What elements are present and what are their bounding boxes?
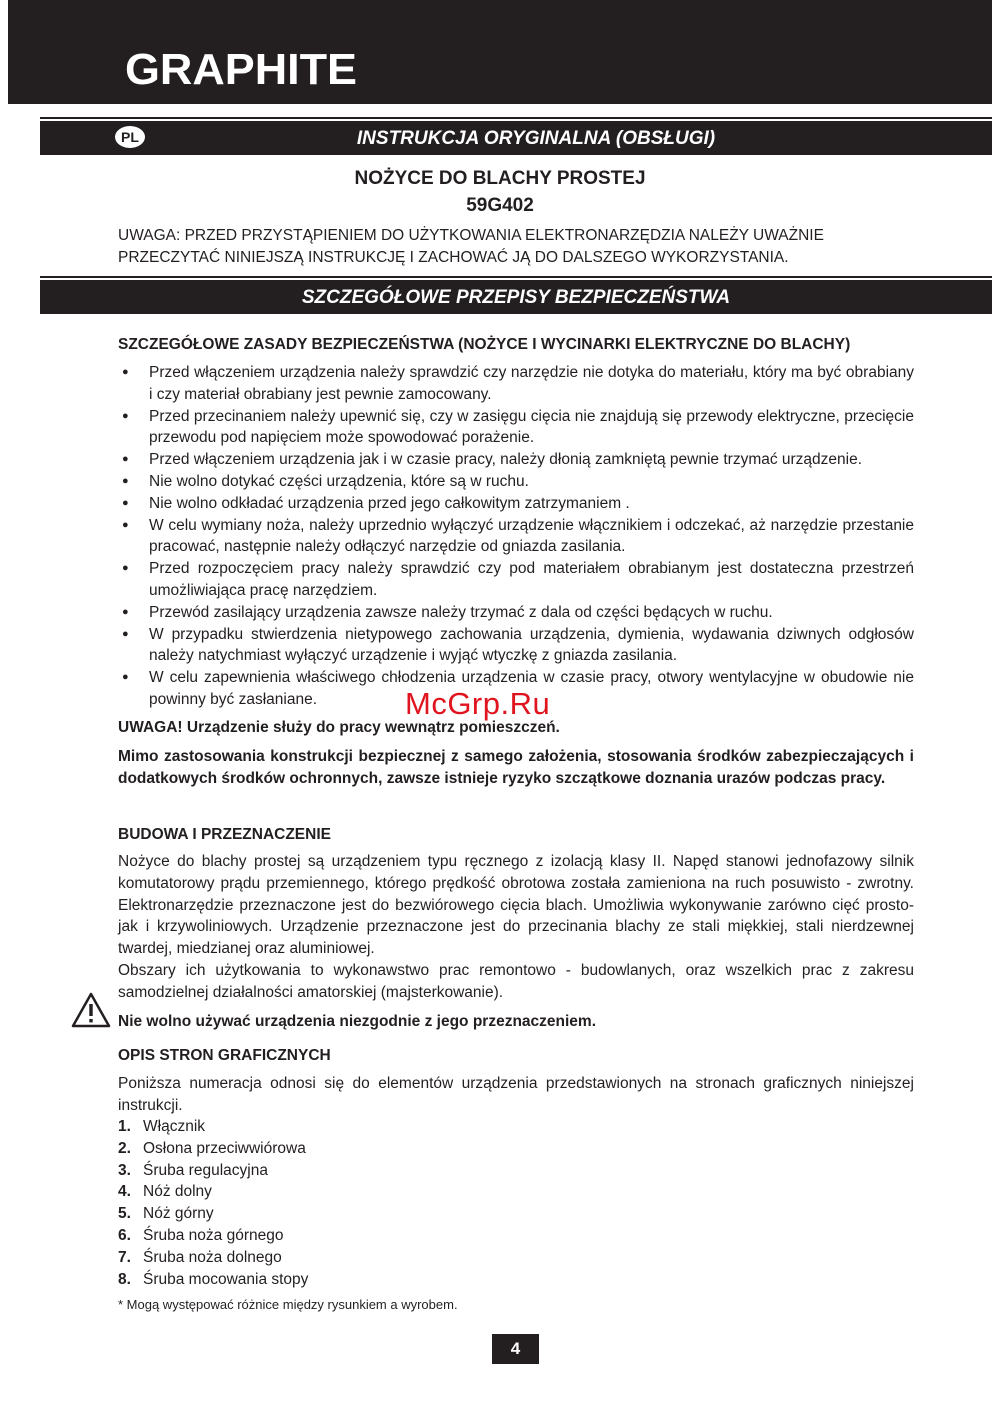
list-item: ● Przed włączeniem urządzenia jak i w czasie pracy, należy dłonią zamkniętą pewnie trzymać urządzenie. <box>118 449 914 471</box>
list-item: ● Przewód zasilający urządzenia zawsze należy trzymać z dala od części będących w ruchu. <box>118 602 914 624</box>
safety-subheading: SZCZEGÓŁOWE ZASADY BEZPIECZEŃSTWA (NOŻYCE I WYCINARKI ELEKTRYCZNE DO BLACHY) <box>118 336 851 353</box>
list-item: ● Przed rozpoczęciem pracy należy sprawdzić czy pod materiałem obrabianym jest dostateczna przestrzeń umożliwiająca pracę narzędziem. <box>118 558 914 602</box>
list-item: 2. Osłona przeciwwiórowa <box>118 1139 306 1157</box>
warning-triangle-icon <box>70 991 112 1029</box>
list-item: ● Nie wolno odkładać urządzenia przed jego całkowitym zatrzymaniem . <box>118 493 914 515</box>
footnote: * Mogą występować różnice między rysunkiem a wyrobem. <box>118 1297 458 1312</box>
list-item: ● W przypadku stwierdzenia nietypowego zachowania urządzenia, dymienia, wydawania dziwnych odgłosów należy natychmiast wyłączyć urządzenie i wyjąć wtyczkę z gniazda zasilania. <box>118 624 914 668</box>
header-bar <box>8 0 992 104</box>
graphics-intro: Poniższa numeracja odnosi się do elementów urządzenia przedstawionych na stronach graficznych niniejszej instrukcji. <box>118 1075 914 1114</box>
list-item: 4. Nóż dolny <box>118 1183 212 1201</box>
safety-title-bar <box>40 278 992 314</box>
list-item: ● Przed włączeniem urządzenia należy sprawdzić czy narzędzie nie dotyka do materiału, który ma być obrabiany i czy materiał obrabiany jest pewnie zamocowany. <box>118 362 914 406</box>
construction-paragraph: Nożyce do blachy prostej są urządzeniem typu ręcznego z izolacją klasy II. Napęd stanowi jednofazowy silnik komutatorowy prądu przemiennego, którego prędkość obrotowa została zamieniona na ruch posuwisto - zwrotny. Elektronarzędzie przeznaczone jest do bezwiórowego cięcia blach. Umożliwia wykonywanie zarówno cięć prosto- jak i krzywoliniowych. Urządzenie przeznaczone jest do przecinania blachy ze stali miękkiej, stali nierdzewnej twardej, miedzianej oraz aluminiowej. <box>118 853 914 958</box>
list-item: 1. Włącznik <box>118 1118 206 1135</box>
residual-risk-text: Mimo zastosowania konstrukcji bezpiecznej z samego założenia, stosowania środków zabezpieczających i dodatkowych środków ochronnych, zawsze istnieje ryzyko szczątkowe doznania urazów podczas pracy. <box>118 748 914 787</box>
construction-heading: BUDOWA I PRZEZNACZENIE <box>118 826 331 843</box>
intended-use-warning: Nie wolno używać urządzenia niezgodnie z jego przeznaczeniem. <box>118 1013 597 1030</box>
list-item: 7. Śruba noża dolnego <box>118 1248 282 1266</box>
safety-rules-list <box>118 362 914 711</box>
list-item: 8. Śruba mocowania stopy <box>118 1270 309 1288</box>
safety-section-title: SZCZEGÓŁOWE PRZEPISY BEZPIECZEŃSTWA <box>301 287 731 308</box>
list-item: ● Przed przecinaniem należy upewnić się, czy w zasięgu cięcia nie znajdują się przewody elektryczne, przecięcie przewodu pod napięciem może spowodować porażenie. <box>118 406 914 450</box>
svg-text:GRAPHITE: GRAPHITE <box>125 45 357 92</box>
instruction-title: INSTRUKCJA ORYGINALNA (OBSŁUGI) <box>356 128 716 149</box>
list-item: ● Nie wolno dotykać części urządzenia, które są w ruchu. <box>118 471 914 493</box>
list-item: 6. Śruba noża górnego <box>118 1226 284 1244</box>
parts-list <box>118 1116 308 1290</box>
list-item: 5. Nóż górny <box>118 1205 214 1223</box>
indoor-use-warning: UWAGA! Urządzenie służy do pracy wewnątrz pomieszczeń. <box>118 719 560 736</box>
list-item: 3. Śruba regulacyjna <box>118 1161 268 1179</box>
list-item: ● W celu wymiany noża, należy uprzednio wyłączyć urządzenie włącznikiem i odczekać, aż narzędzie przestanie pracować, następnie należy odłączyć narzędzie od gniazda zasilania. <box>118 515 914 559</box>
list-item: ● W celu zapewnienia właściwego chłodzenia urządzenia w czasie pracy, otwory wentylacyjne w obudowie nie powinny być zasłaniane. <box>118 667 914 711</box>
product-name: NOŻYCE DO BLACHY PROSTEJ <box>354 168 646 189</box>
read-instructions-notice: UWAGA: PRZED PRZYSTĄPIENIEM DO UŻYTKOWANIA ELEKTRONARZĘDZIA NALEŻY UWAŻNIE PRZECZYTAĆ NINIEJSZĄ INSTRUKCJĘ I ZACHOWAĆ JĄ DO DALSZEGO WYKORZYSTANIA. <box>118 227 824 266</box>
usage-areas-paragraph: Obszary ich użytkowania to wykonawstwo prac remontowo - budowlanych, oraz wszelkich prac z zakresu samodzielnej działalności amatorskiej (majsterkowanie). <box>118 962 914 1001</box>
product-model: 59G402 <box>466 195 534 216</box>
page-number: 4 <box>492 1334 539 1364</box>
graphics-heading: OPIS STRON GRAFICZNYCH <box>118 1047 331 1064</box>
language-badge: PL <box>113 124 147 150</box>
graphite-logo <box>125 44 365 92</box>
instruction-title-bar <box>40 119 992 155</box>
watermark: McGrp.Ru <box>405 686 551 721</box>
